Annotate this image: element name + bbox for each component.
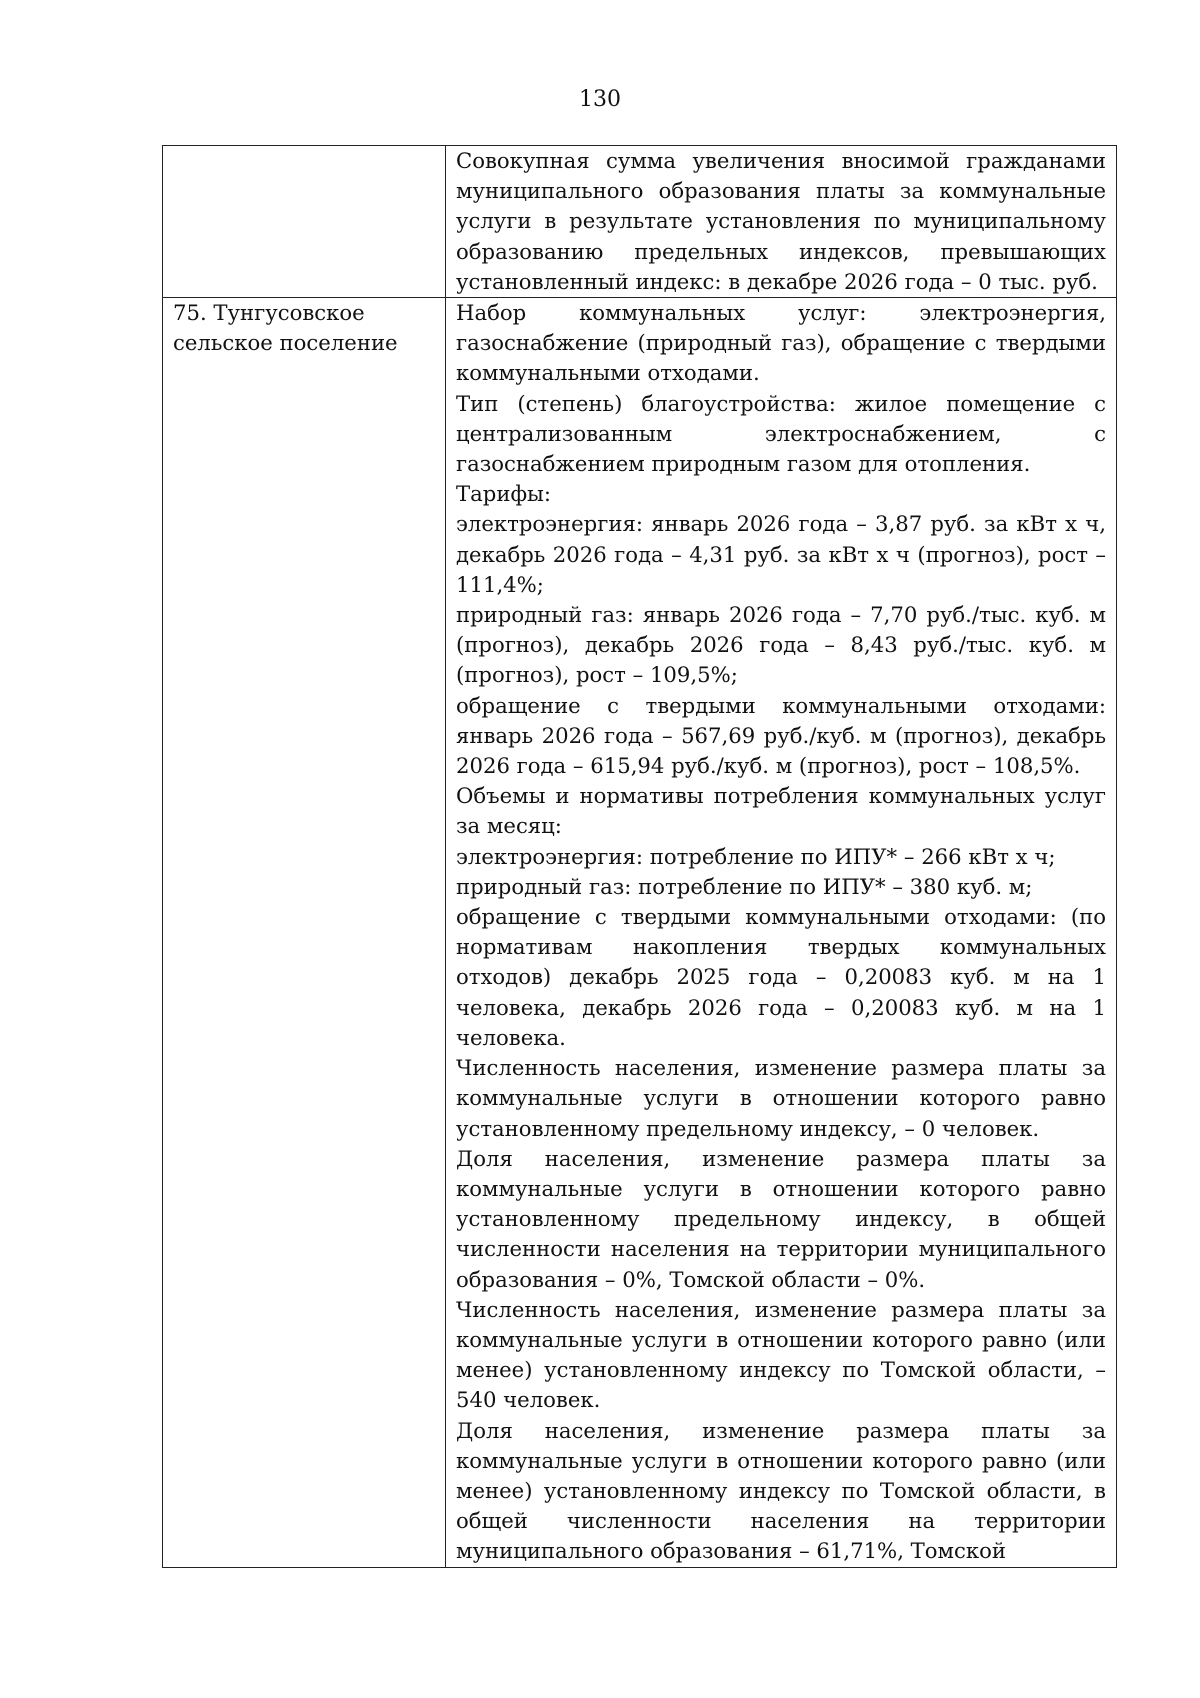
- paragraph: электроэнергия: январь 2026 года – 3,87 руб. за кВт х ч, декабрь 2026 года – 4,31 руб. за кВт х ч (прогноз), рост – 111,4%;: [456, 511, 1106, 597]
- details-cell: [446, 146, 1117, 298]
- paragraph: обращение с твердыми коммунальными отходами: январь 2026 года – 567,69 руб./куб. м (прогноз), декабрь 2026 года – 615,94 руб./куб. м (прогноз), рост – 108,5%.: [456, 692, 1106, 779]
- table-row: [163, 298, 1117, 1568]
- table-row: [163, 146, 1117, 298]
- paragraph: природный газ: январь 2026 года – 7,70 руб./тыс. куб. м (прогноз), декабрь 2026 года – 8,43 руб./тыс. куб. м (прогноз), рост – 109,5%;: [456, 602, 1106, 688]
- paragraph: Тип (степень) благоустройства: жилое помещение с централизованным электроснабжением, с газоснабжением природным газом для отопления.: [456, 390, 1106, 477]
- paragraph: обращение с твердыми коммунальными отходами: (по нормативам накопления твердых коммунальных отходов) декабрь 2025 года – 0,20083 куб. м на 1 человека, декабрь 2026 года – 0,20083 куб. м на 1 человека.: [456, 904, 1106, 1050]
- page-number: 130: [579, 87, 621, 112]
- municipality-cell: [163, 298, 446, 1568]
- municipality-name: 75. Тунгусовское сельское поселение: [173, 300, 398, 356]
- paragraph: Численность населения, изменение размера платы за коммунальные услуги в отношении которого равно установленному предельному индексу, – 0 человек.: [456, 1055, 1106, 1141]
- paragraph: Тарифы:: [456, 481, 552, 507]
- paragraph: Численность населения, изменение размера платы за коммунальные услуги в отношении которого равно (или менее) установленному индексу по Томской области, – 540 человек.: [456, 1296, 1106, 1413]
- paragraph: природный газ: потребление по ИПУ* – 380 куб. м;: [456, 873, 1033, 899]
- paragraph: Объемы и нормативы потребления коммунальных услуг за месяц:: [456, 783, 1106, 839]
- paragraph: электроэнергия: потребление по ИПУ* – 266 кВт х ч;: [456, 843, 1056, 869]
- paragraph: Доля населения, изменение размера платы за коммунальные услуги в отношении которого равно (или менее) установленному индексу по Томской области, в общей численности населения на территории муниципального образования – 61,71%, Томской: [456, 1417, 1106, 1564]
- paragraph: Доля населения, изменение размера платы за коммунальные услуги в отношении которого равно установленному предельному индексу, в общей численности населения на территории муниципального образования – 0%, Томской области – 0%.: [456, 1145, 1106, 1292]
- details-cell: [446, 298, 1117, 1568]
- paragraph: Совокупная сумма увеличения вносимой гражданами муниципального образования платы за коммунальные услуги в результате установления по муниципальному образованию предельных индексов, превышающих установленный индекс: в декабре 2026 года – 0 тыс. руб.: [456, 148, 1106, 294]
- paragraph: Набор коммунальных услуг: электроэнергия, газоснабжение (природный газ), обращение с твердыми коммунальными отходами.: [456, 300, 1106, 386]
- municipal-table: [162, 145, 1117, 1568]
- municipality-cell: [163, 146, 446, 298]
